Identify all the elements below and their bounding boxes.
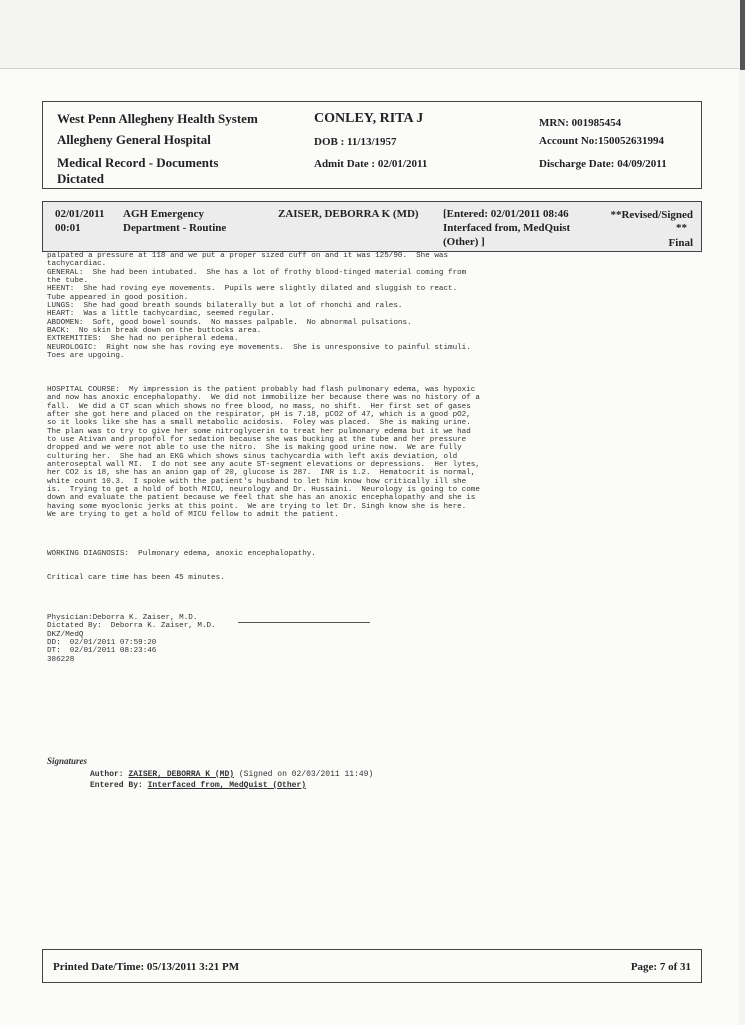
account-number: Account No:150052631994 <box>539 135 664 147</box>
department: AGH Emergency <box>123 208 204 220</box>
signatures-heading: Signatures <box>47 756 88 766</box>
author-signed-date: (Signed on 02/03/2011 11:49) <box>238 770 374 779</box>
printed-date-time: Printed Date/Time: 05/13/2011 3:21 PM <box>53 961 240 973</box>
physical-exam-text: palpated a pressure at 118 and we put a proper sized cuff on and it was 125/90. She was tachycardiac. GENERAL: She had been intubated. She has a lot of frothy blood-tinged material coming from the tube. HEENT: She had roving eye movements. Pupils were slightly dilated and sluggish to react. Tube appeared in good position. LUNGS: She had good breath sounds bilaterally but a lot of rhonchi and rales. HEART: Was a little tachycardiac, seemed regular. ABDOMEN: Soft, good bowel sounds. No masses palpable. No abnormal pulsations. BACK: No skin break down on the buttocks area. EXTREMITIES: She had no peripheral edema. NEUROLOGIC: Right now she has roving eye movements. She is unresponsive to painful stimuli. Toes are upgoing. <box>47 252 471 361</box>
date-of-birth: DOB : 11/13/1957 <box>314 136 397 148</box>
page-edge <box>740 0 745 70</box>
record-header <box>42 101 702 189</box>
document-status-final: Final <box>668 237 693 249</box>
entered-info-line2: Interfaced from, MedQuist <box>443 222 571 234</box>
author-signature <box>90 770 373 779</box>
entered-info: [Entered: 02/01/2011 08:46 <box>443 208 569 220</box>
critical-care-time-text: Critical care time has been 45 minutes. <box>47 574 225 582</box>
department-line2: Department - Routine <box>123 222 227 234</box>
health-system-name: West Penn Allegheny Health System <box>57 111 258 126</box>
document-type: Medical Record - Documents <box>57 155 219 170</box>
author-name: ZAISER, DEBORRA K (MD) <box>128 770 235 779</box>
encounter-time: 00:01 <box>55 222 81 234</box>
entered-by-value: Interfaced from, MedQuist (Other) <box>147 781 307 790</box>
print-footer <box>42 949 702 983</box>
discharge-date: Discharge Date: 04/09/2011 <box>539 158 667 170</box>
dictation-info: Physician:Deborra K. Zaiser, M.D. Dictated By: Deborra K. Zaiser, M.D. DKZ/MedQ DD: 02/01/2011 07:59:20 DT: 02/01/2011 08:23:46 386228 <box>47 614 216 664</box>
encounter-header <box>42 201 702 252</box>
mrn: MRN: 001985454 <box>539 117 622 129</box>
document-type-line2: Dictated <box>57 171 104 186</box>
encounter-date: 02/01/2011 <box>55 208 105 220</box>
page-number: Page: 7 of 31 <box>630 961 691 973</box>
admit-date: Admit Date : 02/01/2011 <box>314 158 428 170</box>
working-diagnosis-text: WORKING DIAGNOSIS: Pulmonary edema, anoxic encephalopathy. <box>47 550 316 558</box>
hospital-course-text: HOSPITAL COURSE: My impression is the patient probably had flash pulmonary edema, was hypoxic and now has anoxic encephalopathy. We did not immobilize her because there was no history of a fall. We did a CT scan which shows no free blood, no mass, no shift. Her first set of gases after she got here and placed on the respirator, pH is 7.18, pCO2 of 47, which is a good pO2, so it looks like she has a small metabolic acidosis. Foley was placed. She is making urine. The plan was to try to give her some nitroglycerin to treat her pulmonary edema but it we had to use Ativan and propofol for sedation because she was bucking at the tube and her pressure dropped and we were not able to use the nitro. She is making good urine now. We are fully culturing her. She had an EKG which shows sinus tachycardia with left axis deviation, old anteroseptal wall MI. I do not see any acute ST-segment elevations or depressions. Her lytes, her CO2 is 18, she has an anion gap of 20, glucose is 287. INR is 1.2. Hematocrit is normal, white count 10.3. I spoke with the patient's husband to let him know how critically ill she is. Trying to get a hold of both MICU, neurology and Dr. Hussaini. Neurology is going to come down and evaluate the patient because we feel that she has an anoxic encephalopathy and she is having some myoclonic jerks at this point. We are trying to let Dr. Singh know she is here. We are trying to get a hold of MICU fellow to admit the patient. <box>47 386 480 520</box>
document-status: **Revised/Signed <box>610 209 693 221</box>
entered-by-label: Entered By: <box>90 781 143 790</box>
hospital-name: Allegheny General Hospital <box>57 132 211 147</box>
entered-by <box>90 781 306 790</box>
author-label: Author: <box>90 770 124 779</box>
patient-name: CONLEY, RITA J <box>314 111 424 126</box>
signature-line <box>238 622 370 623</box>
encounter-physician: ZAISER, DEBORRA K (MD) <box>278 208 419 220</box>
entered-info-line3: (Other) ] <box>443 236 485 248</box>
document-status-marker: ** <box>676 222 687 234</box>
